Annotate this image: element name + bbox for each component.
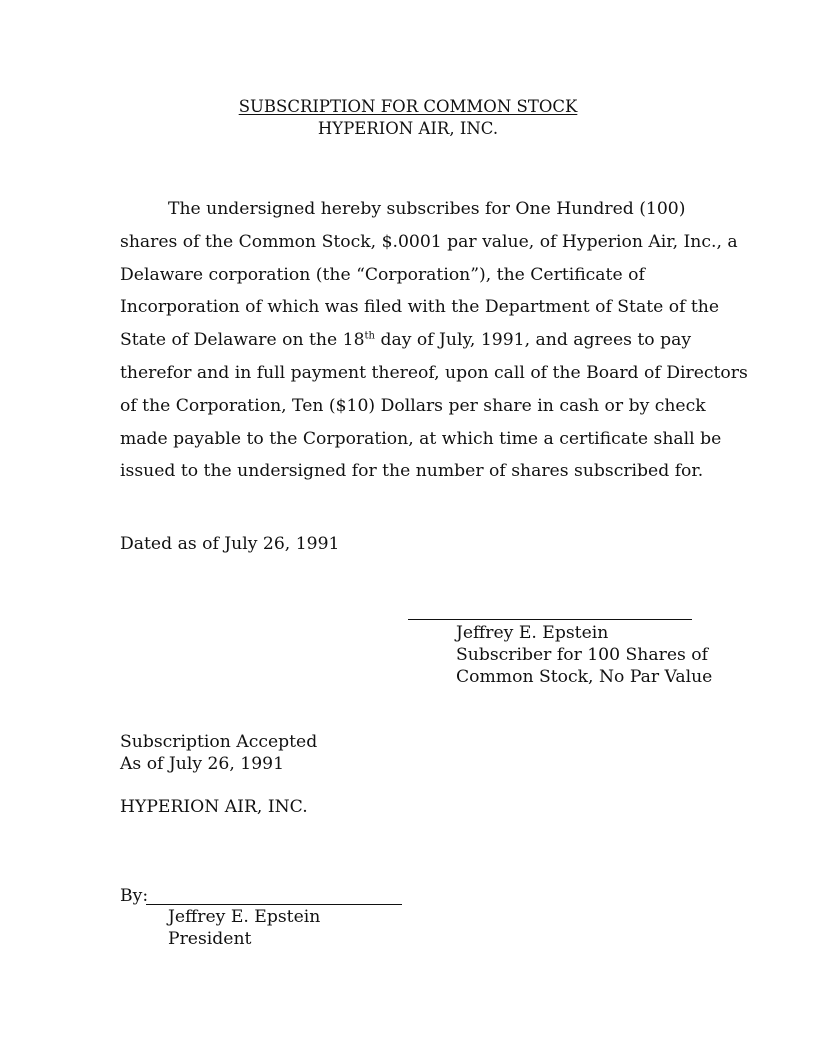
company-heading: HYPERION AIR, INC. xyxy=(317,119,499,138)
ordinal-suffix: th xyxy=(364,330,375,342)
paragraph-line: The undersigned hereby subscribes for One Hundred (100) xyxy=(168,199,686,219)
subscriber-stock-description: Common Stock, No Par Value xyxy=(456,667,713,687)
filing-date-text: State of Delaware on the 18 xyxy=(120,330,365,351)
officer-name: Jeffrey E. Epstein xyxy=(168,907,321,927)
document-header xyxy=(0,96,816,140)
officer-signature-line xyxy=(146,904,402,905)
paragraph-line: Incorporation of which was filed with the Department of State of the xyxy=(120,297,720,318)
document-title: SUBSCRIPTION FOR COMMON STOCK xyxy=(238,97,578,116)
subscription-paragraph xyxy=(120,193,748,488)
paragraph-line: issued to the undersigned for the number of shares subscribed for. xyxy=(120,461,704,482)
officer-signature-block xyxy=(168,906,320,950)
acceptance-date: As of July 26, 1991 xyxy=(120,754,285,774)
paragraph-line: Delaware corporation (the “Corporation”), the Certificate of xyxy=(120,264,645,285)
subscriber-description: Subscriber for 100 Shares of xyxy=(456,645,708,665)
acceptance-label: Subscription Accepted xyxy=(120,732,318,752)
filing-date-continuation: day of July, 1991, and agrees to pay xyxy=(374,330,692,351)
subscriber-signature-block xyxy=(456,622,712,688)
document-title-line xyxy=(0,96,816,118)
paragraph-line: therefor and in full payment thereof, upon call of the Board of Directors xyxy=(120,362,748,383)
officer-title: President xyxy=(168,929,252,949)
paragraph-line: of the Corporation, Ten ($10) Dollars per share in cash or by check xyxy=(120,395,706,416)
dated-line: Dated as of July 26, 1991 xyxy=(120,534,340,554)
paragraph-line: shares of the Common Stock, $.0001 par value, of Hyperion Air, Inc., a xyxy=(120,231,738,252)
paragraph-line xyxy=(120,324,700,357)
by-label: By: xyxy=(120,886,149,906)
paragraph-line: made payable to the Corporation, at which time a certificate shall be xyxy=(120,428,722,449)
acceptance-block xyxy=(120,731,317,775)
subscriber-name: Jeffrey E. Epstein xyxy=(456,623,609,643)
subscriber-signature-line xyxy=(408,619,692,620)
accepting-company: HYPERION AIR, INC. xyxy=(120,797,308,817)
